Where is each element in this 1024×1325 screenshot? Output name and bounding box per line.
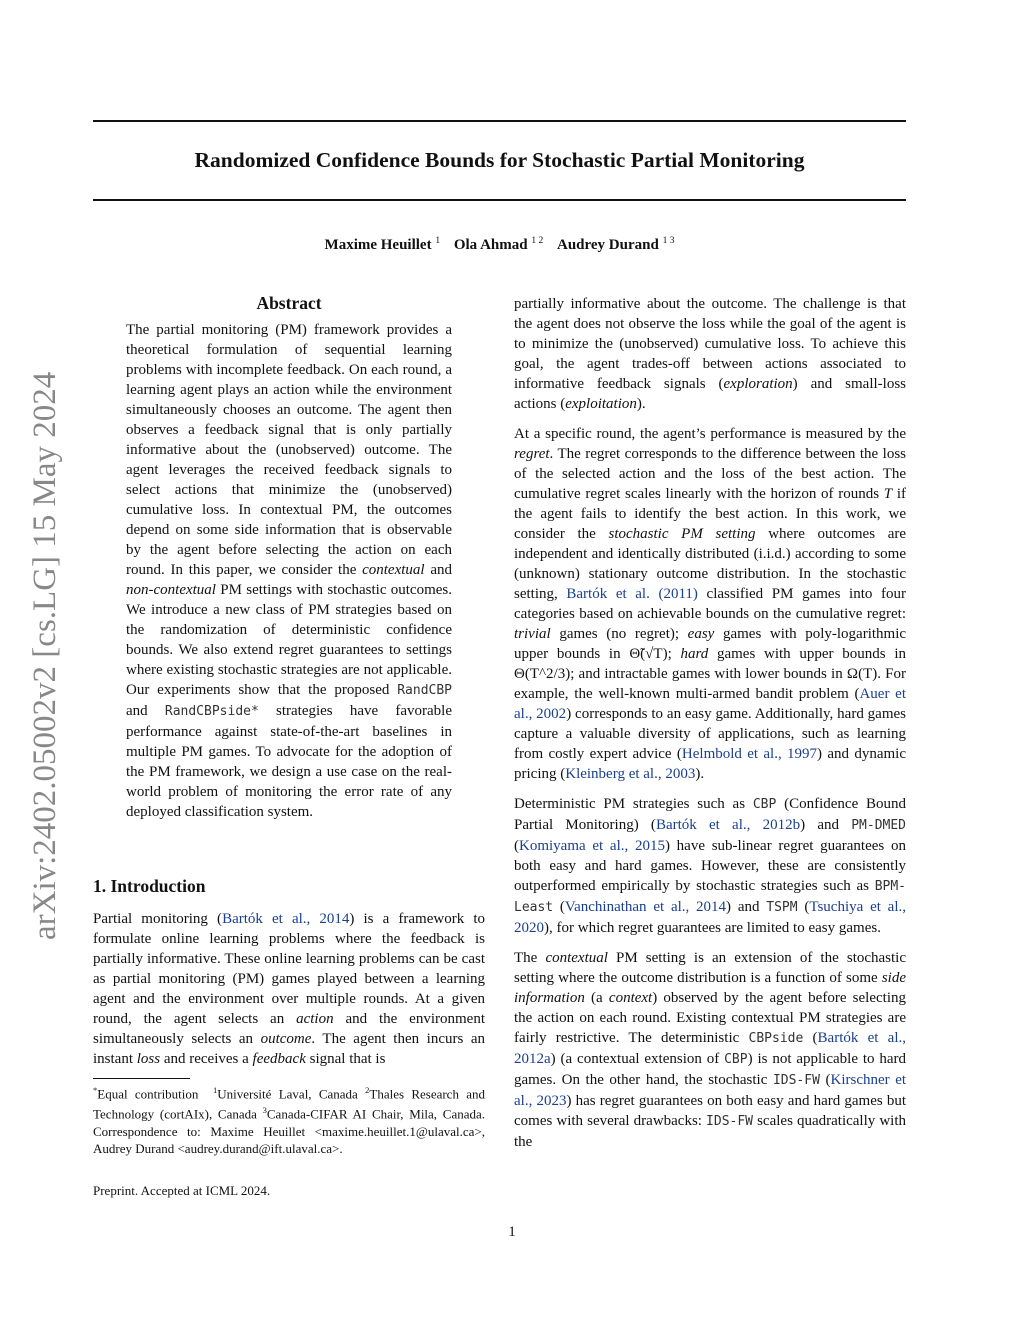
introduction-section [93, 875, 485, 1069]
citation-link[interactable]: Bartók et al., 2012a [514, 1030, 906, 1067]
introduction-heading: 1. Introduction [93, 876, 206, 896]
paragraph: The contextual PM setting is an extension of the stochastic setting where the outcome distribution is a function of some side information (a context) observed by the agent before selecting the action on each round. Existing contextual PM strategies are fairly restrictive. The deterministic CBPside (Bartók et al., 2012a) (a contextual extension of CBP) is not applicable to hard games. On the other hand, the stochastic IDS-FW (Kirschner et al., 2023) has regret guarantees on both easy and hard games but comes with several drawbacks: IDS-FW scales quadratically with the [514, 950, 907, 1150]
paper-title: Randomized Confidence Bounds for Stochastic Partial Monitoring [194, 148, 805, 172]
author-name: Ola Ahmad [453, 237, 528, 253]
abstract-text: The partial monitoring (PM) framework provides a theoretical formulation of sequential learning problems with incomplete feedback. On each round, a learning agent plays an action while the environment simultaneously chooses an outcome. The agent then observes a feedback signal that is only partially informative about the (unobserved) outcome. The agent leverages the received feedback signals to select actions that minimize the (unobserved) cumulative loss. In contextual PM, the outcomes depend on some side information that is observable by the agent before selecting the action on each round. In this paper, we consider the contextual and non-contextual PM settings with stochastic outcomes. We introduce a new class of PM strategies based on the randomization of deterministic confidence bounds. We also extend regret guarantees to settings where existing stochastic strategies are not applicable. Our experiments show that the proposed RandCBP and RandCBPside* strategies have favorable performance against state-of-the-art baselines in multiple PM games. To advocate for the adoption of the PM framework, we design a use case on the real-world problem of monitoring the error rate of any deployed classification system. [126, 322, 453, 820]
citation-link[interactable]: Bartók et al. (2011) [566, 586, 698, 602]
abstract-section [126, 292, 452, 822]
abstract-heading: Abstract [256, 293, 322, 313]
arxiv-stamp: arXiv:2402.05002v2 [cs.LG] 15 May 2024 [27, 371, 63, 940]
citation-link[interactable]: Helmbold et al., 1997 [681, 746, 818, 762]
author-2 [454, 237, 543, 253]
citation-link[interactable]: Auer et al., 2002 [514, 686, 906, 722]
citation-link[interactable]: Komiyama et al., 2015 [519, 838, 665, 854]
preprint-note: Preprint. Accepted at ICML 2024. [93, 1183, 271, 1198]
citation-link[interactable]: Vanchinathan et al., 2014 [564, 899, 727, 915]
introduction-text: Partial monitoring (Bartók et al., 2014) is a framework to formulate online learning problems where the feedback is partially informative. These online learning problems can be cast as partial monitoring (PM) games played between a learning agent and the environment over multiple rounds. At a given round, the agent selects an action and the environment simultaneously selects an outcome. The agent then incurs an instant loss and receives a feedback signal that is [93, 911, 486, 1067]
author-name: Audrey Durand [557, 237, 659, 253]
paragraph: partially informative about the outcome. The challenge is that the agent does not observe the loss while the goal of the agent is to minimize the (unobserved) cumulative loss. To achieve this goal, the agent trades-off between actions associated to informative feedback signals (exploration) and small-loss actions (exploitation). [514, 296, 906, 412]
author-affiliation: 1 2 [531, 236, 544, 246]
citation-link[interactable]: Bartók et al., 2012b [655, 817, 801, 833]
citation-link[interactable]: Kleinberg et al., 2003 [565, 766, 696, 782]
author-3 [557, 237, 674, 253]
page-number: 1 [508, 1224, 516, 1240]
author-name: Maxime Heuillet [324, 237, 432, 253]
title-rule-top [93, 120, 906, 122]
footnote-rule [93, 1078, 190, 1079]
title-rule-bottom [93, 199, 906, 201]
author-1 [325, 237, 441, 253]
footnote: *Equal contribution $^1$Université Laval, Canada $^2$Thales Research and Technology (cortAIx), Canada $^3$Canada-CIFAR AI Chair, Mila, Canada. Correspondence to: Maxime Heuillet <maxime.heuillet.1@ulaval.ca>, Audrey Durand <audrey.durand@ift.ulaval.ca>. [93, 1085, 486, 1156]
paragraph: At a specific round, the agent’s performance is measured by the regret. The regret corresponds to the difference between the loss of the selected action and the loss of the best action. The cumulative regret scales linearly with the horizon of rounds T if the agent fails to identify the best action. In this work, we consider the stochastic PM setting where outcomes are independent and identically distributed (i.i.d.) according to some (unknown) stationary outcome distribution. In the stochastic setting, Bartók et al. (2011) classified PM games into four categories based on achievable bounds on the cumulative regret: trivial games (no regret); easy games with poly-logarithmic upper bounds in Θ̃(√T); hard games with upper bounds in Θ(T^2/3); and intractable games with lower bounds in Ω(T). For example, the well-known multi-armed bandit problem (Auer et al., 2002) corresponds to an easy game. Additionally, hard games capture a valuable diversity of applications, such as learning from costly expert advice (Helmbold et al., 1997) and dynamic pricing (Kleinberg et al., 2003). [514, 426, 907, 782]
citation-link[interactable]: Bartók et al., 2014 [222, 911, 350, 927]
author-affiliation: 1 3 [662, 236, 675, 246]
paragraph: Deterministic PM strategies such as CBP (Confidence Bound Partial Monitoring) (Bartók et al., 2012b) and PM-DMED (Komiyama et al., 2015) have sub-linear regret guarantees on both easy and hard games. However, these are consistently outperformed empirically by stochastic strategies such as BPM-Least (Vanchinathan et al., 2014) and TSPM (Tsuchiya et al., 2020), for which regret guarantees are limited to easy games. [514, 796, 907, 936]
citation-link[interactable]: Tsuchiya et al., 2020 [514, 899, 907, 936]
author-list [93, 236, 906, 254]
right-column [514, 294, 906, 1162]
author-affiliation: 1 [435, 236, 441, 246]
citation-link[interactable]: Kirschner et al., 2023 [514, 1072, 907, 1109]
